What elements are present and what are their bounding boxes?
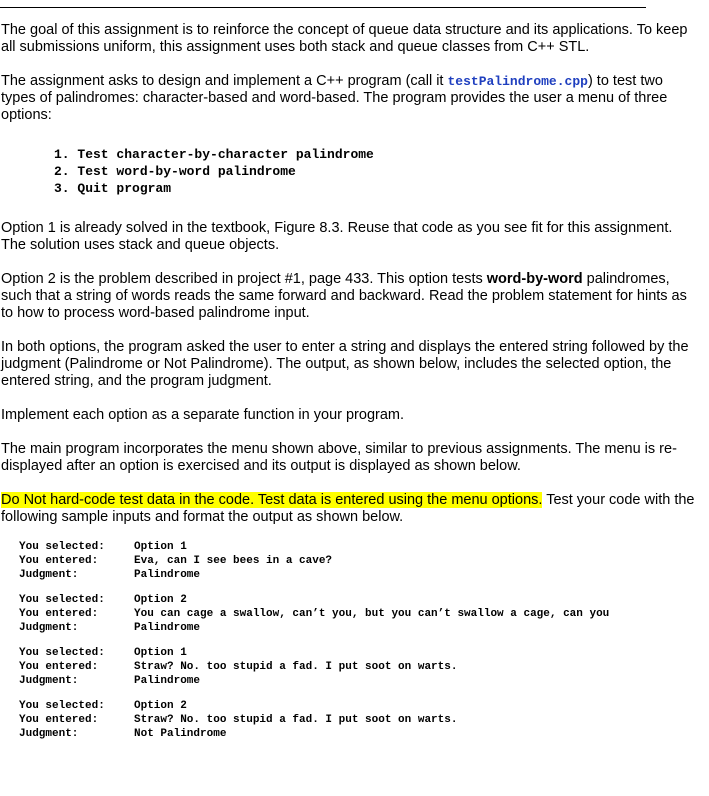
entered-value: You can cage a swallow, can’t you, but you can’t swallow a cage, can you — [134, 608, 610, 620]
judgment-value: Palindrome — [134, 622, 201, 634]
sample-selected-row — [19, 593, 701, 607]
menu-option-3: 3. Quit program — [54, 181, 172, 196]
menu-options-list — [54, 146, 701, 197]
sample-entered-row — [19, 554, 701, 568]
paragraph-main-program: The main program incorporates the menu shown above, similar to previous assignments. The menu is re-displayed after an option is exercised and its output is displayed as shown below. — [1, 441, 677, 474]
judgment-label: Judgment: — [19, 728, 79, 740]
selected-value: Option 2 — [134, 700, 187, 712]
paragraph-implement: Implement each option as a separate function in your program. — [1, 407, 405, 423]
entered-label: You entered: — [19, 661, 99, 673]
paragraph-option-2-text-1: Option 2 is the problem described in project #1, page 433. This option tests — [1, 271, 487, 287]
paragraph-both-options: In both options, the program asked the user to enter a string and displays the entered string followed by the judgment (Palindrome or Not Palindrome). The output, as shown below, includes the selected option, the entered string, and the program judgment. — [1, 339, 689, 389]
paragraph-option-1: Option 1 is already solved in the textbook, Figure 8.3. Reuse that code as you see fit for this assignment. The solution uses stack and queue objects. — [1, 220, 673, 253]
sample-selected-row — [19, 540, 701, 554]
entered-value: Straw? No. too stupid a fad. I put soot on warts. — [134, 661, 458, 673]
sample-judgment-row — [19, 568, 701, 582]
selected-label: You selected: — [19, 700, 105, 712]
selected-label: You selected: — [19, 541, 105, 553]
sample-judgment-row — [19, 674, 701, 688]
selected-label: You selected: — [19, 594, 105, 606]
menu-option-2: 2. Test word-by-word palindrome — [54, 164, 296, 179]
judgment-label: Judgment: — [19, 675, 79, 687]
sample-entered-row — [19, 660, 701, 674]
sample-entered-row — [19, 607, 701, 621]
paragraph-goal: The goal of this assignment is to reinforce the concept of queue data structure and its applications. To keep all submissions uniform, this assignment uses both stack and queue classes from C++ STL. — [1, 22, 688, 55]
assignment-document — [1, 22, 701, 752]
entered-label: You entered: — [19, 555, 99, 567]
paragraph-assignment — [1, 73, 701, 124]
menu-option-1: 1. Test character-by-character palindrome — [54, 147, 374, 162]
paragraph-option-2-text-2: palindromes, such that a string of words reads the same forward and backward. Read the problem statement for hints as to how to process word-based palindrome input. — [1, 271, 687, 321]
sample-output — [19, 593, 701, 635]
paragraph-option-2 — [1, 271, 701, 322]
sample-output — [19, 699, 701, 741]
entered-label: You entered: — [19, 608, 99, 620]
judgment-value: Palindrome — [134, 675, 201, 687]
entered-label: You entered: — [19, 714, 99, 726]
sample-output — [19, 540, 701, 582]
sample-selected-row — [19, 699, 701, 713]
sample-output-block — [19, 540, 701, 741]
judgment-label: Judgment: — [19, 569, 79, 581]
selected-value: Option 2 — [134, 594, 187, 606]
sample-judgment-row — [19, 621, 701, 635]
paragraph-test-data-text: Test your code with the following sample inputs and format the output as shown below. — [1, 492, 695, 525]
judgment-value: Not Palindrome — [134, 728, 227, 740]
selected-value: Option 1 — [134, 541, 187, 553]
judgment-value: Palindrome — [134, 569, 201, 581]
selected-value: Option 1 — [134, 647, 187, 659]
entered-value: Straw? No. too stupid a fad. I put soot on warts. — [134, 714, 458, 726]
sample-selected-row — [19, 646, 701, 660]
sample-judgment-row — [19, 727, 701, 741]
paragraph-option-2-bold: word-by-word — [486, 271, 583, 287]
paragraph-test-data — [1, 492, 701, 526]
sample-entered-row — [19, 713, 701, 727]
selected-label: You selected: — [19, 647, 105, 659]
entered-value: Eva, can I see bees in a cave? — [134, 555, 333, 567]
paragraph-assignment-text-2: ) to test two types of palindromes: character-based and word-based. The program provides the user a menu of three options: — [1, 73, 668, 123]
sample-output — [19, 646, 701, 688]
judgment-label: Judgment: — [19, 622, 79, 634]
filename-code: testPalindrome.cpp — [447, 74, 588, 89]
top-rule — [0, 7, 646, 8]
highlighted-warning: Do Not hard-code test data in the code. Test data is entered using the menu options. — [1, 492, 543, 508]
paragraph-assignment-text-1: The assignment asks to design and implement a C++ program (call it — [1, 73, 448, 89]
